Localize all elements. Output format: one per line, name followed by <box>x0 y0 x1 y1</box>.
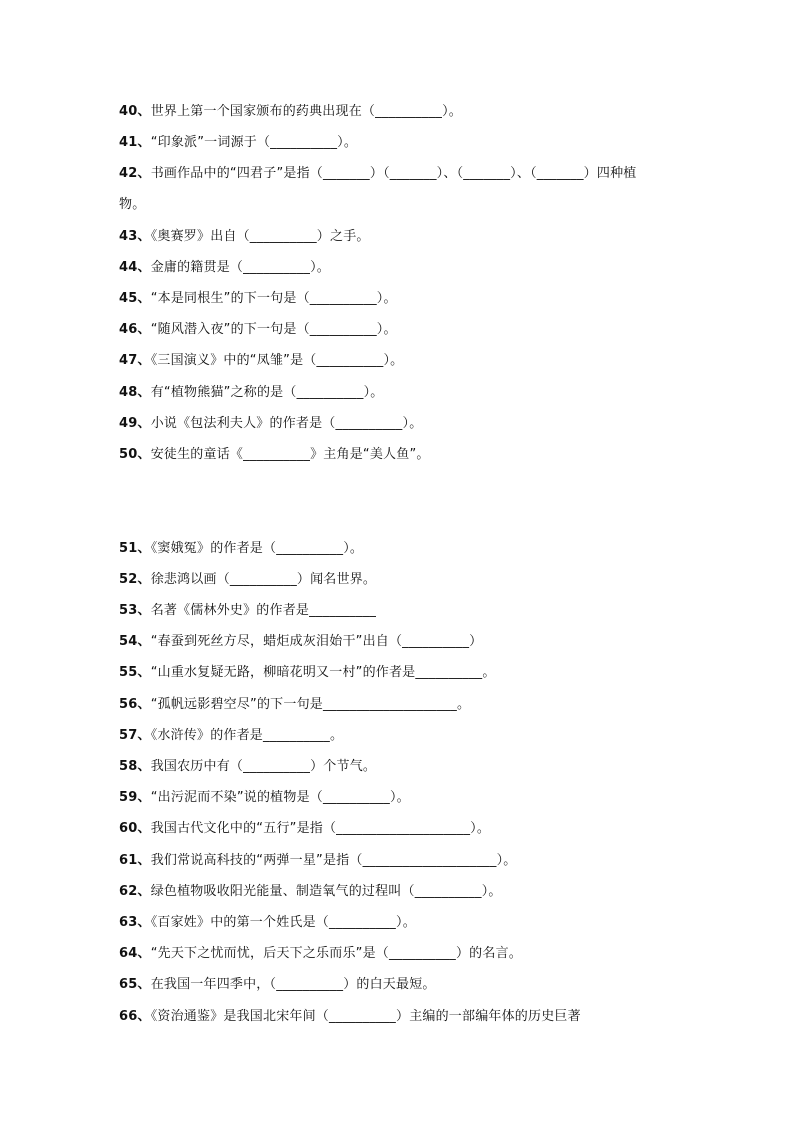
question-text: 小说《包法利夫人》的作者是（__________）。 <box>150 416 423 431</box>
question-49 <box>119 415 719 433</box>
question-text: 《资治通鉴》是我国北宋年间（__________）主编的一部编年体的历史巨著 <box>150 1009 581 1024</box>
question-number: 57、 <box>119 728 151 743</box>
question-50 <box>119 446 719 464</box>
question-text: 物。 <box>119 197 146 212</box>
question-number: 63、 <box>119 915 151 930</box>
question-number: 60、 <box>119 821 151 836</box>
question-text: 在我国一年四季中，（__________）的白天最短。 <box>150 977 436 992</box>
question-text: 绿色植物吸收阳光能量、制造氧气的过程叫（__________）。 <box>150 884 502 899</box>
question-53 <box>119 602 719 620</box>
question-text: 《百家姓》中的第一个姓氏是（__________）。 <box>150 915 416 930</box>
question-number: 53、 <box>119 603 151 618</box>
question-number: 50、 <box>119 447 151 462</box>
question-text: 安徒生的童话《__________》主角是“美人鱼”。 <box>150 447 430 462</box>
question-number: 47、 <box>119 353 151 368</box>
question-number: 51、 <box>119 541 151 556</box>
question-text: “印象派”一词源于（__________）。 <box>150 135 358 150</box>
question-text: 《水浒传》的作者是__________。 <box>150 728 344 743</box>
question-58 <box>119 758 719 776</box>
question-51 <box>119 540 719 558</box>
question-text: 《奥赛罗》出自（__________）之手。 <box>150 229 370 244</box>
question-48 <box>119 384 719 402</box>
question-44 <box>119 259 719 277</box>
question-text: “春蚕到死丝方尽，蜡炬成灰泪始干”出自（__________） <box>150 634 483 649</box>
question-text: “先天下之忧而忧，后天下之乐而乐”是（__________）的名言。 <box>150 946 522 961</box>
question-46 <box>119 321 719 339</box>
question-number: 49、 <box>119 416 151 431</box>
question-60 <box>119 820 719 838</box>
question-text: “孤帆远影碧空尽”的下一句是____________________。 <box>150 697 471 712</box>
question-text: 我国古代文化中的“五行”是指（____________________）。 <box>150 821 491 836</box>
question-text: 世界上第一个国家颁布的药典出现在（__________）。 <box>150 104 463 119</box>
question-52 <box>119 571 719 589</box>
question-41 <box>119 134 719 152</box>
question-62 <box>119 883 719 901</box>
question-text: 我国农历中有（__________）个节气。 <box>150 759 377 774</box>
question-text: “出污泥而不染”说的植物是（__________）。 <box>150 790 410 805</box>
question-64 <box>119 945 719 963</box>
question-text: “本是同根生”的下一句是（__________）。 <box>150 291 397 306</box>
question-text: 金庸的籍贯是（__________）。 <box>150 260 331 275</box>
question-number: 64、 <box>119 946 151 961</box>
question-number: 44、 <box>119 260 151 275</box>
question-number: 61、 <box>119 853 151 868</box>
question-number: 46、 <box>119 322 151 337</box>
question-45 <box>119 290 719 308</box>
question-text: “随风潜入夜”的下一句是（__________）。 <box>150 322 397 337</box>
question-42-continued <box>119 196 719 214</box>
question-text: 我们常说高科技的“两弹一星”是指（____________________）。 <box>150 853 517 868</box>
question-57 <box>119 727 719 745</box>
question-42 <box>119 165 719 183</box>
question-number: 58、 <box>119 759 151 774</box>
question-number: 42、 <box>119 166 151 181</box>
question-text: 《三国演义》中的“凤雏”是（__________）。 <box>150 353 404 368</box>
question-number: 41、 <box>119 135 151 150</box>
question-text: 徐悲鸿以画（__________）闻名世界。 <box>150 572 377 587</box>
question-number: 54、 <box>119 634 151 649</box>
question-text: 书画作品中的“四君子”是指（_______）（_______）、（_______）、（_______）四种植 <box>150 166 637 181</box>
question-number: 45、 <box>119 291 151 306</box>
question-65 <box>119 976 719 994</box>
question-43 <box>119 228 719 246</box>
question-number: 55、 <box>119 665 151 680</box>
question-59 <box>119 789 719 807</box>
question-text: “山重水复疑无路，柳暗花明又一村”的作者是__________。 <box>150 665 496 680</box>
question-number: 59、 <box>119 790 151 805</box>
question-number: 40、 <box>119 104 151 119</box>
question-40 <box>119 103 719 121</box>
question-text: 名著《儒林外史》的作者是__________ <box>150 603 377 618</box>
question-text: 《窦娥冤》的作者是（__________）。 <box>150 541 364 556</box>
question-number: 56、 <box>119 697 151 712</box>
question-55 <box>119 664 719 682</box>
question-number: 48、 <box>119 385 151 400</box>
question-56 <box>119 696 719 714</box>
question-number: 66、 <box>119 1009 151 1024</box>
question-63 <box>119 914 719 932</box>
question-47 <box>119 352 719 370</box>
question-61 <box>119 852 719 870</box>
question-number: 52、 <box>119 572 151 587</box>
question-66 <box>119 1008 719 1026</box>
question-number: 65、 <box>119 977 151 992</box>
question-number: 43、 <box>119 229 151 244</box>
question-54 <box>119 633 719 651</box>
question-text: 有“植物熊猫”之称的是（__________）。 <box>150 385 384 400</box>
question-number: 62、 <box>119 884 151 899</box>
